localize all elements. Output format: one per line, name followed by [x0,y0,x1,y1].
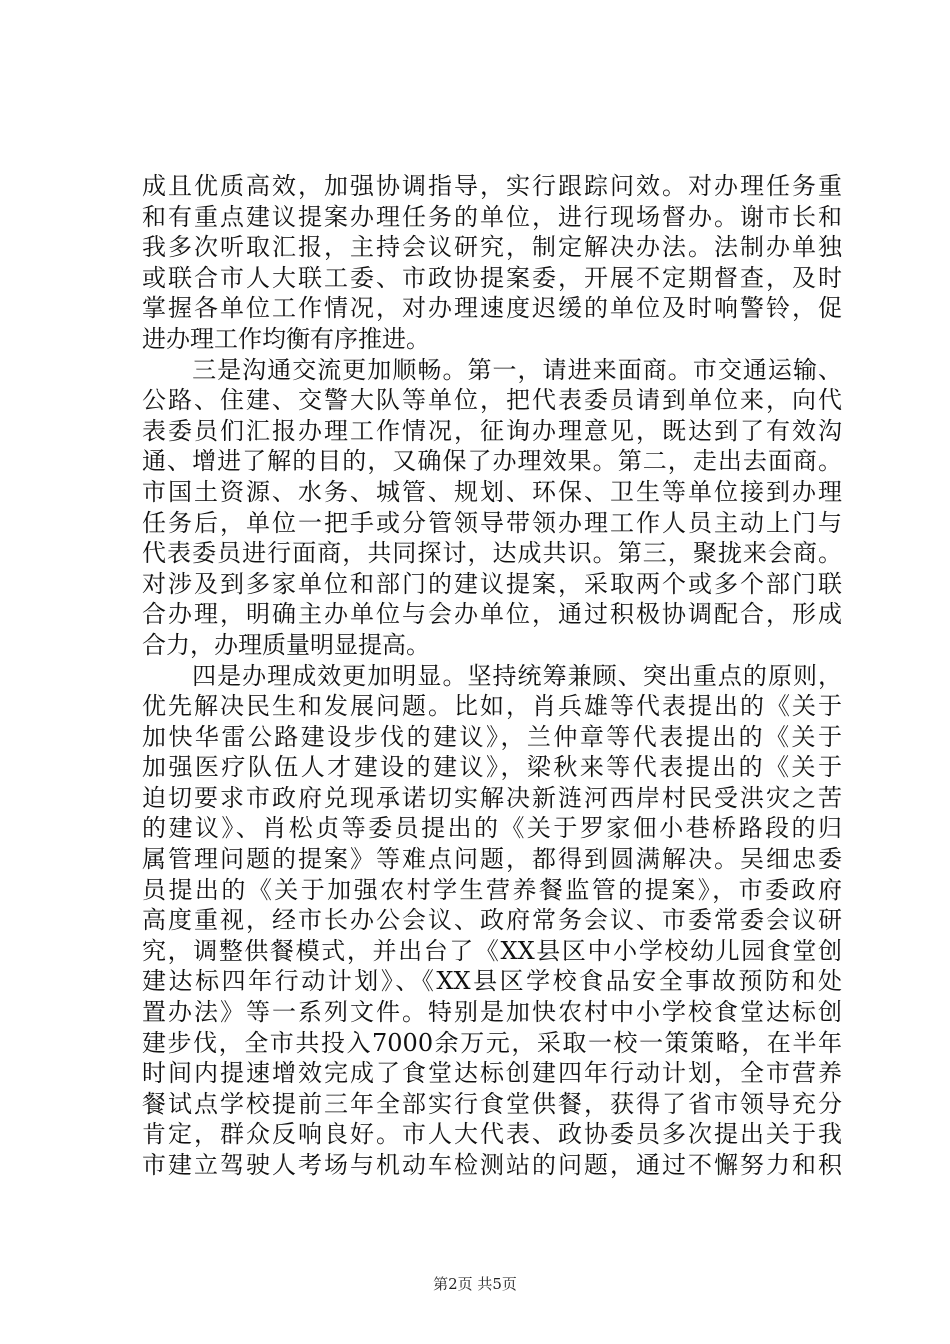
text-line: 表委员们汇报办理工作情况，征询办理意见，既达到了有效沟 [142,416,842,445]
text-line: 四是办理成效更加明显。坚持统筹兼顾、突出重点的原则， [142,661,842,690]
text-line: 代表委员进行面商，共同探讨，达成共识。第三，聚拢来会商。 [142,539,842,568]
text-line: 三是沟通交流更加顺畅。第一，请进来面商。市交通运输、 [142,355,842,384]
text-line: 员提出的《关于加强农村学生营养餐监管的提案》，市委政府 [142,875,842,904]
document-body [142,171,842,1181]
text-line: 建步伐，全市共投入7000余万元，采取一校一策策略，在半年 [142,1028,842,1057]
text-line: 餐试点学校提前三年全部实行食堂供餐，获得了省市领导充分 [142,1089,842,1118]
text-line: 合办理，明确主办单位与会办单位，通过积极协调配合，形成 [142,600,842,629]
text-line: 通、增进了解的目的，又确保了办理效果。第二，走出去面商。 [142,447,842,476]
text-line: 加强医疗队伍人才建设的建议》，梁秋来等代表提出的《关于 [142,753,842,782]
text-line: 公路、住建、交警大队等单位，把代表委员请到单位来，向代 [142,386,842,415]
text-line: 成且优质高效，加强协调指导，实行跟踪问效。对办理任务重 [142,172,842,200]
page-number-footer: 第2页 共5页 [433,1275,517,1293]
text-line: 合力，办理质量明显提高。 [142,630,430,659]
text-line: 肯定，群众反响良好。市人大代表、政协委员多次提出关于我 [142,1120,842,1149]
text-line: 加快华雷公路建设步伐的建议》，兰仲章等代表提出的《关于 [142,722,842,751]
text-line: 高度重视，经市长办公会议、政府常务会议、市委常委会议研 [142,906,842,935]
text-line: 进办理工作均衡有序推进。 [142,324,430,353]
text-line: 究，调整供餐模式，并出台了《XX县区中小学校幼儿园食堂创 [142,936,842,965]
text-line: 置办法》等一系列文件。特别是加快农村中小学校食堂达标创 [142,998,842,1027]
text-line: 我多次听取汇报，主持会议研究，制定解决办法。法制办单独 [142,233,842,262]
text-line: 市建立驾驶人考场与机动车检测站的问题，通过不懈努力和积 [142,1151,842,1179]
text-line: 掌握各单位工作情况，对办理速度迟缓的单位及时响警铃，促 [142,294,842,323]
text-line: 优先解决民生和发展问题。比如，肖兵雄等代表提出的《关于 [142,692,842,721]
text-line: 或联合市人大联工委、市政协提案委，开展不定期督查，及时 [142,263,842,292]
text-line: 对涉及到多家单位和部门的建议提案，采取两个或多个部门联 [142,569,842,598]
text-line: 时间内提速增效完成了食堂达标创建四年行动计划，全市营养 [142,1059,842,1088]
text-line: 建达标四年行动计划》、《XX县区学校食品安全事故预防和处 [142,967,842,996]
text-line: 迫切要求市政府兑现承诺切实解决新涟河西岸村民受洪灾之苦 [142,783,842,812]
text-line: 和有重点建议提案办理任务的单位，进行现场督办。谢市长和 [142,202,842,231]
text-line: 市国土资源、水务、城管、规划、环保、卫生等单位接到办理 [142,477,842,506]
text-line: 任务后，单位一把手或分管领导带领办理工作人员主动上门与 [142,508,842,537]
text-line: 属管理问题的提案》等难点问题，都得到圆满解决。吴细忠委 [142,845,842,874]
text-line: 的建议》、肖松贞等委员提出的《关于罗家佃小巷桥路段的归 [142,814,842,843]
